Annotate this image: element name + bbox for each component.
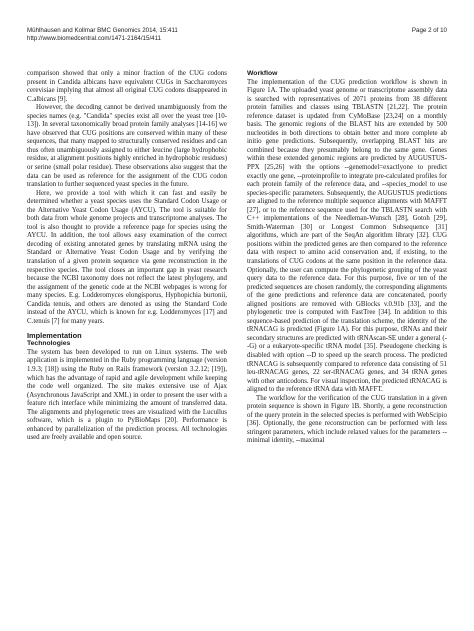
subsection-heading-technologies: Technologies [27, 340, 71, 348]
citation-line: Mühlhausen and Kollmar BMC Genomics 2014, 15:411 [27, 27, 178, 34]
body-paragraph: comparison showed that only a minor fraction of the CUG codons present in Candida albicans have equivalent CUGs in Saccharomyces cerevisiae implying that almost all original CUG codons disappeared in C.albicans [9]. [27, 70, 227, 103]
page-number: Page 2 of 10 [411, 27, 447, 34]
left-column [27, 70, 227, 443]
right-column [247, 70, 447, 446]
body-paragraph: The workflow for the verification of the CUG translation in a given protein sequence is shown in Figure 1B. Shortly, a gene reconstruction of the query protein in the selected species is performed with WebScipio [36]. Optionally, the gene reconstruction can be performed with less stringent parameters, which include relaxed values for the parameters --minimal identity, --maximal [247, 394, 447, 445]
body-paragraph: The system has been developed to run on Linux systems. The web application is implemented in the Ruby programming language (version 1.9.3; [18]) using the Ruby on Rails framework (version 3.2.12; [19]), which has the advantage of rapid and agile development while keeping the code well organized. The site makes extensive use of Ajax (Asynchronous JavaScript and XML) in order to present the user with a feature rich interface while minimizing the amount of transferred data. The alignments and phylogenetic trees are visualized with the Lucullus software, which is a plugin to PyBioMaps [20]. Performance is enhanced by parallelization of the prediction process. All technologies used are freely available and open source. [27, 348, 227, 442]
running-header [27, 27, 178, 43]
body-paragraph: However, the decoding cannot be derived unambiguously from the species names (e.g. "Candida" species exist all over the yeast tree [10-13]). In several taxonomically broad protein family analyses [14-16] we have observed that CUG positions are conserved within many of these sequences, that many mapped to structurally conserved residues and can thus often unambiguously assigned to either leucine (large hydrophobic residue, at alignment positions highly enriched in hydrophobic residues) or serine (small polar residue). These observations also suggest that the data can be used as reference for the assignment of the CUG codon translation to further sequenced yeast species in the future. [27, 104, 227, 189]
body-paragraph: Here, we provide a tool with which it can fast and easily be determined whether a yeast species uses the Standard Codon Usage or the Alternative Yeast Codon Usage (AYCU). The tool is suitable for both data from whole genome projects and transcriptome analyses. The tool is also thought to provide a reference page for species using the AYCU. In addition, the tool allows easy examination of the correct decoding of existing annotated genes by translating mRNA using the Standard or Alternative Yeast Codon Usage and by verifying the translation of a given protein sequence via gene reconstruction in the respective species. The tool closes an important gap in yeast research because the NCBI taxonomy does not reflect the latest phylogeny, and the assignment of the genetic code at the NCBI webpages is wrong for many species. E.g. Lodderomyces elongisporus, Hyphopichia burtonii, Candida tenuis, and others are denoted as using the Standard Code instead of the AYCU, which is known for e.g. Lodderomyces [17] and C.tenuis [7] for many years. [27, 189, 227, 325]
journal-url[interactable]: http://www.biomedcentral.com/1471-2164/15/411 [27, 35, 162, 42]
body-paragraph: The implementation of the CUG prediction workflow is shown in Figure 1A. The uploaded yeast genome or transcriptome assembly data is searched with representatives of 2071 proteins from 38 different protein families and classes using TBLASTN [21,22]. The protein reference dataset is updated from CyMoBase [23,24] on a monthly basis. The genomic regions of the BLAST hits are extended by 500 nucleotides in both directions to obtain better and more complete ab initio gene predictions. Subsequently, overlapping BLAST hits are combined because they presumably belong to the same gene. Genes within these extended genomic regions are predicted by AUGUSTUS-PPX [25,26] with the options --genemodel=exactlyone to predict exactly one gene, --proteinprofile to integrate pre-calculated profiles for each protein family of the reference data, and --species_model to use species-specific parameters. Subsequently, the AUGUSTUS predictions are aligned to the reference multiple sequence alignments with MAFFT [27], or to the reference sequence used for the TBLASTN search with C++ implementations of the Needleman-Wunsch [28], Gotoh [29], Smith-Waterman [30] or Longest Common Subsequence [31] algorithms, which are part of the SeqAn algorithm library [32]. CUG positions within the predicted genes are then compared to the reference data with respect to amino acid conservation and, if existing, to the translations of CUG codons at the same position in the reference data. Optionally, the user can compute the phylogenetic grouping of the yeast query data to the reference data. For this purpose, five or ten of the predicted sequences are chosen randomly, the corresponding alignments of the gene predictions and reference data are concatenated, poorly aligned positions are removed with GBlocks v.0.91b [33], and the phylogenetic tree is computed with FastTree [34]. In addition to this sequence-based prediction of the translation scheme, the identity of the tRNACAG is predicted (Figure 1A). For this purpose, tRNAs and their secondary structures are predicted with tRNAscan-SE under a general (--G) or a eukaryote-specific tRNA model [35]. Pseudogene checking is disabled with option --D to speed up the search process. The predicted tRNACAG is subsequently compared to reference data consisting of 51 leu-tRNACAG genes, 22 ser-tRNACAG genes, and 34 tRNA genes with other anticodons. For visual inspection, the predicted tRNACAG is aligned to the reference tRNA data with MAFFT. [247, 78, 447, 394]
section-heading-implementation: Implementation [27, 331, 82, 341]
subsection-heading-workflow: Workflow [247, 70, 278, 77]
